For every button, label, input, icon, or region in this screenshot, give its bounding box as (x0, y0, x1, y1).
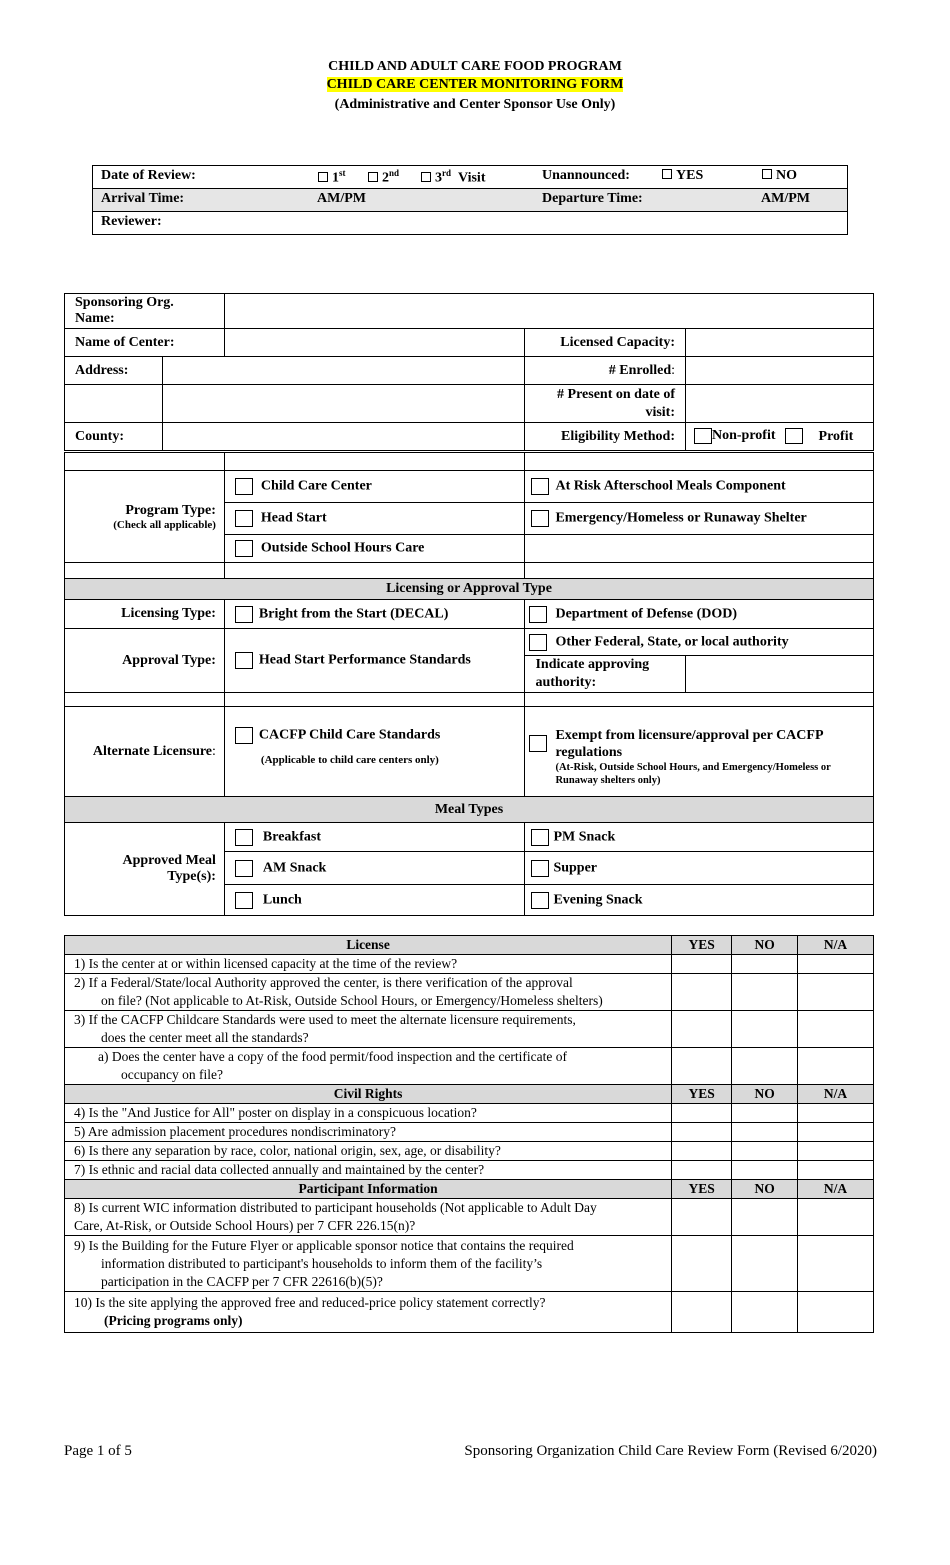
address-label: Address: (65, 357, 163, 385)
profit-label: Profit (818, 428, 854, 444)
visit-3-option[interactable]: 3rd Visit (421, 168, 485, 187)
sponsoring-org-label: Sponsoring Org. Name: (65, 294, 225, 329)
meal-breakfast[interactable]: Breakfast (224, 823, 525, 852)
answer-yes[interactable] (672, 1011, 732, 1048)
licensed-capacity-field[interactable] (686, 329, 874, 357)
answer-no[interactable] (732, 1292, 798, 1333)
checkbox-icon[interactable] (235, 540, 253, 557)
arrival-ampm: AM/PM (317, 191, 366, 206)
licensing-dod[interactable]: Department of Defense (DOD) (525, 600, 874, 629)
address-field[interactable] (162, 357, 524, 385)
question-9: 9) Is the Building for the Future Flyer or applicable sponsor notice that contains the required information distributed to participant's households to inform them of the facility’s participation in the CACFP per 7 CFR 22616(b)(5)? (65, 1236, 672, 1292)
indicate-authority-label: Indicate approving authority: (525, 656, 686, 693)
col-na: N/A (798, 1085, 874, 1104)
question-row (65, 1161, 874, 1180)
answer-yes[interactable] (672, 1048, 732, 1085)
answer-no[interactable] (732, 1048, 798, 1085)
answer-na[interactable] (798, 1104, 874, 1123)
licensing-decal[interactable]: Bright from the Start (DECAL) (224, 600, 525, 629)
present-label: # Present on date of visit: (525, 385, 686, 423)
departure-ampm: AM/PM (761, 191, 810, 206)
program-type-sublabel: (Check all applicable) (113, 518, 216, 531)
participant-section-header: Participant Information (65, 1180, 672, 1199)
arrival-time-label: Arrival Time: (101, 191, 185, 206)
question-6: 6) Is there any separation by race, color, national origin, sex, age, or disability? (65, 1142, 672, 1161)
col-yes: YES (672, 1085, 732, 1104)
answer-na[interactable] (798, 1011, 874, 1048)
answer-no[interactable] (732, 955, 798, 974)
col-no: NO (732, 1180, 798, 1199)
answer-yes[interactable] (672, 1161, 732, 1180)
organization-table (64, 293, 874, 451)
unannounced-no[interactable]: NO (762, 168, 797, 184)
address-blank (65, 385, 163, 423)
page-number: Page 1 of 5 (64, 1443, 132, 1459)
checkbox-icon[interactable] (531, 478, 549, 495)
answer-na[interactable] (798, 1292, 874, 1333)
review-info-box (92, 165, 848, 235)
unannounced-label: Unannounced: (542, 168, 630, 183)
question-row (65, 955, 874, 974)
eligibility-options (686, 423, 874, 451)
col-yes: YES (672, 936, 732, 955)
nonprofit-checkbox[interactable] (694, 428, 712, 444)
answer-na[interactable] (798, 1161, 874, 1180)
checkbox-icon[interactable] (235, 727, 253, 744)
col-yes: YES (672, 1180, 732, 1199)
program-type-label: Program Type: (125, 502, 216, 518)
answer-na[interactable] (798, 1123, 874, 1142)
approval-hs-standards[interactable]: Head Start Performance Standards (224, 629, 525, 693)
answer-no[interactable] (732, 1011, 798, 1048)
meal-types-section-header: Meal Types (65, 797, 874, 823)
program-outside-school[interactable]: Outside School Hours Care (224, 535, 525, 563)
question-3a: a) Does the center have a copy of the food permit/food inspection and the certificate of occupancy on file? (65, 1048, 672, 1085)
county-field[interactable] (162, 423, 524, 451)
answer-yes[interactable] (672, 1236, 732, 1292)
answer-na[interactable] (798, 974, 874, 1011)
title-line-2: CHILD CARE CENTER MONITORING FORM (326, 77, 624, 92)
cacfp-standards-note: (Applicable to child care centers only) (260, 754, 439, 766)
civil-rights-section-header: Civil Rights (65, 1085, 672, 1104)
meal-pm-snack[interactable]: PM Snack (525, 823, 874, 852)
meal-evening-snack[interactable]: Evening Snack (525, 885, 874, 916)
answer-na[interactable] (798, 1199, 874, 1236)
checkbox-icon[interactable] (531, 892, 549, 909)
center-name-label: Name of Center: (65, 329, 225, 357)
answer-no[interactable] (732, 1161, 798, 1180)
checkbox-icon[interactable] (235, 829, 253, 846)
present-field[interactable] (686, 385, 874, 423)
answer-no[interactable] (732, 1123, 798, 1142)
col-no: NO (732, 936, 798, 955)
program-table (64, 452, 874, 916)
answer-no[interactable] (732, 1199, 798, 1236)
alternate-licensure-label: Alternate Licensure: (65, 707, 225, 797)
question-row (65, 1011, 874, 1048)
answer-yes[interactable] (672, 1199, 732, 1236)
title-line-1: CHILD AND ADULT CARE FOOD PROGRAM (328, 59, 622, 74)
answer-yes[interactable] (672, 1292, 732, 1333)
question-3: 3) If the CACFP Childcare Standards were used to meet the alternate licensure requirements, does the center meet all the standards? (65, 1011, 672, 1048)
answer-yes[interactable] (672, 1104, 732, 1123)
approval-other-authority[interactable]: Other Federal, State, or local authority (525, 629, 874, 656)
profit-checkbox[interactable] (785, 428, 803, 444)
checkbox-icon[interactable] (529, 634, 547, 651)
answer-na[interactable] (798, 1142, 874, 1161)
answer-yes[interactable] (672, 1142, 732, 1161)
approved-meal-label: Approved Meal Type(s): (65, 823, 225, 916)
form-name-footer: Sponsoring Organization Child Care Review Form (Revised 6/2020) (464, 1443, 877, 1459)
review-date-row (93, 166, 847, 189)
enrolled-field[interactable] (686, 357, 874, 385)
question-1: 1) Is the center at or within licensed capacity at the time of the review? (65, 955, 672, 974)
question-row (65, 1142, 874, 1161)
enrolled-label: # Enrolled: (525, 357, 686, 385)
exempt-note: (At-Risk, Outside School Hours, and Emergency/Homeless or Runaway shelters only) (555, 762, 831, 786)
checkbox-icon[interactable] (235, 478, 253, 495)
departure-time-label: Departure Time: (542, 191, 643, 206)
checkbox-icon[interactable] (421, 172, 431, 182)
answer-yes[interactable] (672, 1123, 732, 1142)
checkbox-icon[interactable] (235, 652, 253, 669)
answer-yes[interactable] (672, 974, 732, 1011)
question-row (65, 1199, 874, 1236)
col-no: NO (732, 1085, 798, 1104)
program-type-label-cell (65, 471, 225, 563)
visit-2-option[interactable]: 2nd (368, 168, 399, 187)
checkbox-icon[interactable] (762, 169, 772, 179)
checkbox-icon[interactable] (662, 169, 672, 179)
reviewer-label: Reviewer: (101, 214, 162, 229)
answer-no[interactable] (732, 974, 798, 1011)
title-line-3: (Administrative and Center Sponsor Use Only) (334, 97, 616, 112)
nonprofit-label: Non-profit (712, 428, 776, 444)
question-7: 7) Is ethnic and racial data collected annually and maintained by the center? (65, 1161, 672, 1180)
checkbox-icon[interactable] (531, 510, 549, 527)
question-row (65, 1123, 874, 1142)
approval-type-label: Approval Type: (65, 629, 225, 693)
question-10: 10) Is the site applying the approved free and reduced-price policy statement correctly? (Pricing programs only) (65, 1292, 672, 1333)
license-section-header: License (65, 936, 672, 955)
checkbox-icon[interactable] (529, 606, 547, 623)
question-8: 8) Is current WIC information distributed to participant households (Not applicable to Adult Day Care, At-Risk, or Outside School Hours) per 7 CFR 226.15(n)? (65, 1199, 672, 1236)
date-of-review-label: Date of Review: (101, 168, 196, 183)
checkbox-icon[interactable] (368, 172, 378, 182)
alt-exempt[interactable] (525, 707, 874, 797)
checkbox-icon[interactable] (235, 510, 253, 527)
answer-no[interactable] (732, 1236, 798, 1292)
question-row (65, 1104, 874, 1123)
program-at-risk[interactable]: At Risk Afterschool Meals Component (525, 471, 874, 503)
question-row (65, 1292, 874, 1333)
program-emergency[interactable]: Emergency/Homeless or Runaway Shelter (525, 503, 874, 535)
questions-table (64, 935, 874, 1333)
answer-na[interactable] (798, 1236, 874, 1292)
answer-no[interactable] (732, 1104, 798, 1123)
checkbox-icon[interactable] (529, 735, 547, 752)
licensed-capacity-label: Licensed Capacity: (525, 329, 686, 357)
licensing-section-header: Licensing or Approval Type (65, 579, 874, 600)
checkbox-icon[interactable] (235, 860, 253, 877)
time-row (93, 189, 847, 212)
meal-am-snack[interactable]: AM Snack (224, 852, 525, 885)
answer-yes[interactable] (672, 955, 732, 974)
indicate-authority-field[interactable] (686, 656, 874, 693)
answer-no[interactable] (732, 1142, 798, 1161)
program-child-care-center[interactable]: Child Care Center (224, 471, 525, 503)
question-row (65, 1048, 874, 1085)
question-row (65, 1236, 874, 1292)
licensing-type-label: Licensing Type: (65, 600, 225, 629)
question-4: 4) Is the "And Justice for All" poster on display in a conspicuous location? (65, 1104, 672, 1123)
sponsoring-org-field[interactable] (224, 294, 873, 329)
checkbox-icon[interactable] (531, 860, 549, 877)
meal-supper[interactable]: Supper (525, 852, 874, 885)
alt-cacfp-standards[interactable]: CACFP Child Care Standards (Applicable to child care centers only) (224, 707, 525, 797)
county-label: County: (65, 423, 163, 451)
eligibility-label: Eligibility Method: (525, 423, 686, 451)
visit-1-option[interactable]: 1st (318, 168, 346, 187)
exempt-label: Exempt from licensure/approval per CACFP regulations (555, 728, 823, 760)
checkbox-icon[interactable] (235, 892, 253, 909)
question-5: 5) Are admission placement procedures nondiscriminatory? (65, 1123, 672, 1142)
answer-na[interactable] (798, 1048, 874, 1085)
address-field-2[interactable] (162, 385, 524, 423)
reviewer-row (93, 212, 847, 234)
center-name-field[interactable] (224, 329, 524, 357)
checkbox-icon[interactable] (235, 606, 253, 623)
unannounced-yes[interactable]: YES (662, 168, 703, 184)
answer-na[interactable] (798, 955, 874, 974)
question-row (65, 974, 874, 1011)
checkbox-icon[interactable] (531, 829, 549, 846)
checkbox-icon[interactable] (318, 172, 328, 182)
col-na: N/A (798, 1180, 874, 1199)
col-na: N/A (798, 936, 874, 955)
program-head-start[interactable]: Head Start (224, 503, 525, 535)
meal-lunch[interactable]: Lunch (224, 885, 525, 916)
question-2: 2) If a Federal/State/local Authority approved the center, is there verification of the approval on file? (Not applicable to At-Risk, Outside School Hours, or Emergency/Homeless shelters) (65, 974, 672, 1011)
